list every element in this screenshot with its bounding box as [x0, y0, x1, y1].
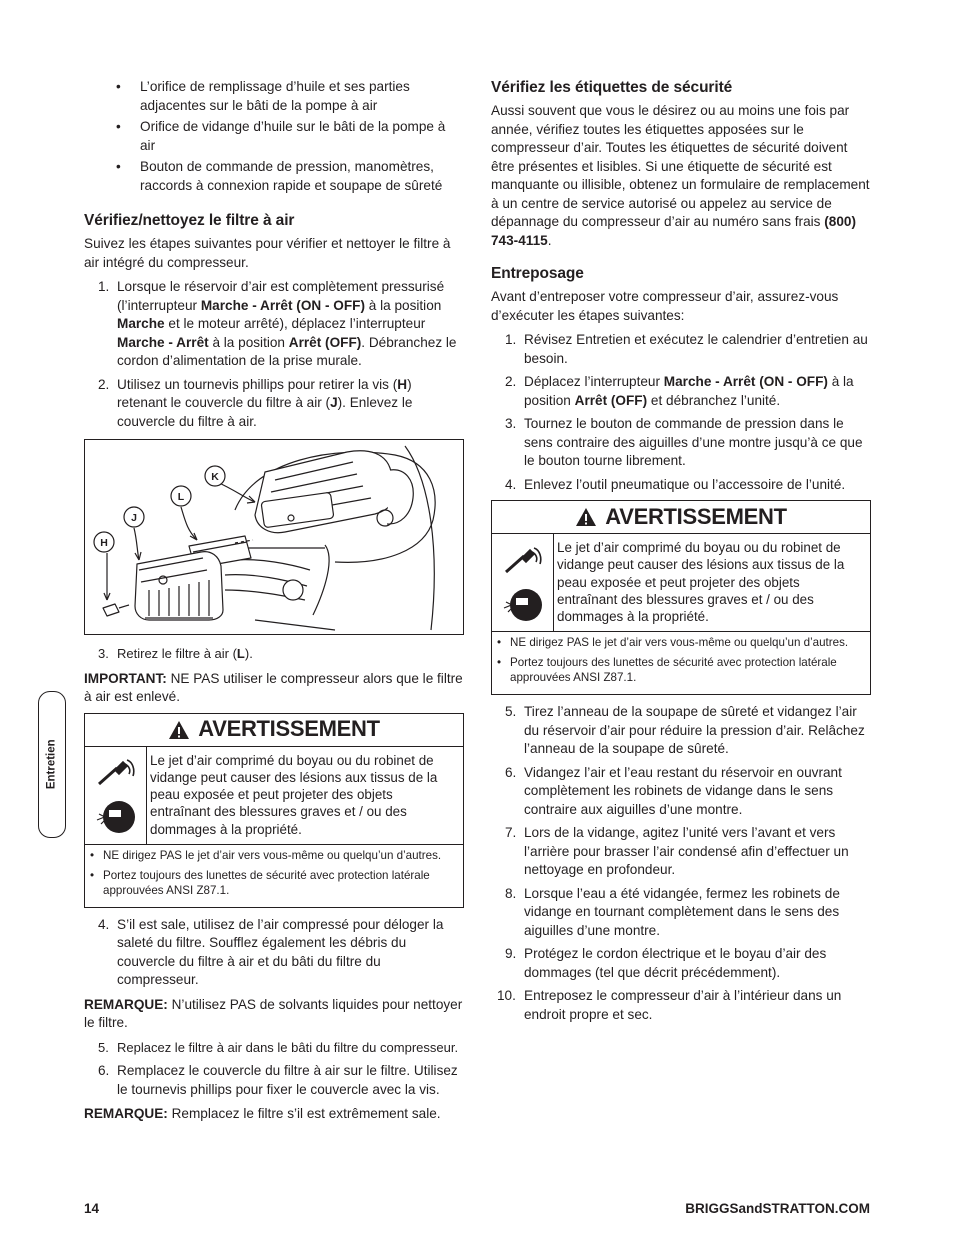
- left-column: [84, 78, 464, 1130]
- remark-note: REMARQUE: N’utilisez PAS de solvants liquides pour nettoyer le filtre.: [84, 996, 463, 1031]
- inspection-bullet-list: [140, 78, 464, 195]
- list-item: • L’orifice de remplissage d’huile et ses parties adjacentes sur le bâti de la pompe à air: [140, 78, 464, 115]
- safety-goggles-icon: [95, 798, 137, 836]
- list-item: 4. Enlevez l’outil pneumatique ou l’accessoire de l’unité.: [505, 476, 846, 492]
- air-filter-illustration: [84, 439, 464, 635]
- filter-heading: Vérifiez/nettoyez le filtre à air: [84, 212, 295, 229]
- label-k: K: [211, 471, 219, 483]
- filter-steps-cont2: [84, 916, 464, 990]
- list-item: 3. Retirez le filtre à air (L).: [98, 646, 253, 661]
- list-item: 6. Vidangez l’air et l’eau restant du réservoir en ouvrant complètement les robinets de vidange dans le sens contraire aux aiguilles d’une montre.: [505, 764, 842, 817]
- warning-triangle-icon: [575, 507, 597, 527]
- warning-items: [492, 632, 870, 694]
- remark-note: REMARQUE: Remplacez le filtre s’il est extrêmement sale.: [84, 1106, 441, 1122]
- list-item: 3. Tournez le bouton de commande de pression dans le sens contraire des aiguilles d’une montre jusqu’à ce que le bouton tourne librement.: [505, 416, 863, 468]
- warning-box-left: [84, 713, 464, 908]
- filter-steps-cont3: [84, 1039, 464, 1100]
- list-item: • NE dirigez PAS le jet d’air vers vous-même ou quelqu’un d’autres.: [103, 848, 457, 863]
- warning-title: AVERTISSEMENT: [605, 503, 787, 529]
- label-j: J: [131, 512, 137, 524]
- list-item: • Bouton de commande de pression, manomètres, raccords à connexion rapide et soupape de sûreté: [140, 158, 464, 195]
- list-item: 1. Lorsque le réservoir d’air est complètement pressurisé (l’interrupteur Marche - Arrêt (ON - OFF) à la position Marche et le moteur arrêté), déplacez l’interrupteur Marche - Arrêt à la position Arrêt (OFF). Débranchez le cordon d’alimentation de la prise murale.: [98, 279, 457, 368]
- list-item: 10. Entreposez le compresseur d’air à l’intérieur dans un endroit propre et sec.: [497, 988, 842, 1022]
- list-item: 9. Protégez le cordon électrique et le boyau d’air des dommages (tel que décrit précédemment).: [505, 946, 827, 980]
- page-number: 14: [84, 1201, 100, 1216]
- list-item: 5. Replacez le filtre à air dans le bâti du filtre du compresseur.: [98, 1039, 459, 1055]
- section-side-tab: [38, 691, 66, 838]
- right-column: [491, 78, 871, 1030]
- filter-steps: [84, 278, 464, 431]
- safety-goggles-icon: [502, 586, 544, 624]
- warning-triangle-icon: [168, 720, 190, 740]
- list-item: 2. Déplacez l’interrupteur Marche - Arrêt (ON - OFF) à la position Arrêt (OFF) et débranchez l’unité.: [505, 374, 854, 408]
- safety-labels-heading: Vérifiez les étiquettes de sécurité: [491, 79, 733, 96]
- side-tab-label: Entretien: [45, 739, 58, 790]
- list-item: 7. Lors de la vidange, agitez l’unité vers l’avant et vers l’arrière pour brasser l’air condensé afin d’effectuer un nettoyage en profondeur.: [505, 825, 849, 878]
- filter-intro: Suivez les étapes suivantes pour vérifier et nettoyer le filtre à air intégré du compresseur.: [84, 236, 451, 270]
- storage-intro: Avant d’entreposer votre compresseur d’air, assurez-vous d’exécuter les étapes suivantes:: [491, 289, 839, 323]
- air-nozzle-icon: [95, 754, 137, 790]
- list-item: • Portez toujours des lunettes de sécurité avec protection latérale approuvées ANSI Z87.1.: [510, 655, 864, 685]
- warning-header: [85, 714, 463, 747]
- list-item: 1. Révisez Entretien et exécutez le calendrier d’entretien au besoin.: [505, 332, 868, 366]
- list-item: 8. Lorsque l’eau a été vidangée, fermez les robinets de vidange en tournant complètement dans le sens des aiguilles d’une montre.: [505, 885, 840, 938]
- list-item: 2. Utilisez un tournevis phillips pour retirer la vis (H) retenant le couvercle du filtre à air (J). Enlevez le couvercle du filtre à air.: [98, 376, 413, 429]
- list-item: 6. Remplacez le couvercle du filtre à air sur le filtre. Utilisez le tournevis phillips pour fixer le couvercle avec la vis.: [98, 1063, 458, 1097]
- list-item: • Portez toujours des lunettes de sécurité avec protection latérale approuvées ANSI Z87.1.: [103, 868, 457, 898]
- list-item: • Orifice de vidange d’huile sur le bâti de la pompe à air: [140, 118, 464, 155]
- warning-body-text: Le jet d’air comprimé du boyau ou du robinet de vidange peut causer des lésions aux tissus de la peau exposée et peut projeter des objets entraînant des blessures graves et / ou des dommages à la propriété.: [557, 540, 845, 625]
- label-h: H: [100, 537, 108, 549]
- warning-body-text: Le jet d’air comprimé du boyau ou du robinet de vidange peut causer des lésions aux tissus de la peau exposée et peut projeter des objets entraînant des blessures graves et / ou des dommages à la propriété.: [150, 752, 438, 837]
- important-note: IMPORTANT: NE PAS utiliser le compresseur alors que le filtre à air est enlevé.: [84, 670, 463, 704]
- safety-labels-text: Aussi souvent que vous le désirez ou au moins une fois par année, vérifiez toutes les étiquettes apposées sur le compresseur d’air. Toutes les étiquettes de sécurité doivent être présentes et lisibles. Si une étiquette de sécurité est manquante ou illisible, obtenez un formulaire de remplacement à un centre de service autorisé ou appelez au service de dépannage du compresseur d’air au numéro sans frais (800) 743-4115.: [491, 103, 870, 248]
- warning-title: AVERTISSEMENT: [198, 716, 380, 742]
- list-item: 4. S’il est sale, utilisez de l’air compressé pour déloger la saleté du filtre. Soufflez également les débris du couvercle du filtre à air et du bâti du filtre du compresseur.: [98, 916, 444, 988]
- air-filter-diagram: [85, 440, 463, 634]
- storage-heading: Entreposage: [491, 265, 584, 282]
- footer-website: BRIGGSandSTRATTON.COM: [685, 1201, 870, 1216]
- label-l: L: [177, 491, 185, 503]
- warning-items: [85, 845, 463, 907]
- warning-header: [492, 501, 870, 534]
- storage-steps-cont: [491, 703, 871, 1024]
- warning-box-right: [491, 500, 871, 695]
- list-item: 5. Tirez l’anneau de la soupape de sûreté et vidangez l’air du réservoir d’air pour réduire la pression d’air. Relâchez l’anneau de la soupape de sûreté.: [505, 704, 865, 757]
- storage-steps: [491, 331, 871, 494]
- list-item: • NE dirigez PAS le jet d’air vers vous-même ou quelqu’un d’autres.: [510, 635, 864, 650]
- air-nozzle-icon: [502, 542, 544, 578]
- filter-steps-cont: [84, 645, 464, 664]
